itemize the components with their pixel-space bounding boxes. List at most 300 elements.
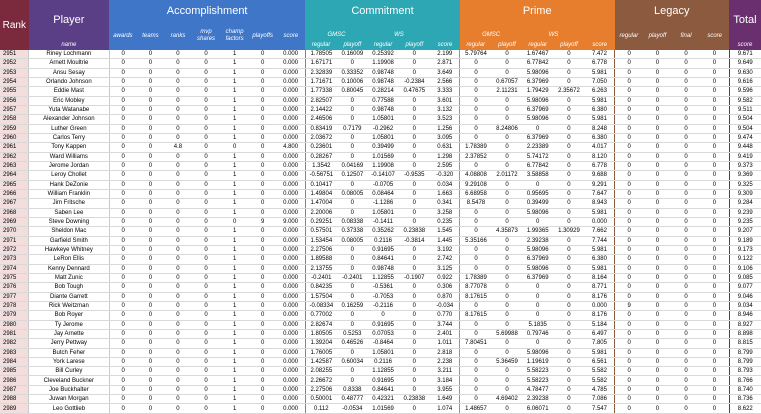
leg-final-cell: 0 [672,273,701,282]
table-row[interactable] [0,283,761,292]
pri-gmsc-reg-cell: 2.37852 [460,152,492,161]
prime-header[interactable]: Prime [460,0,615,22]
acc-ranks-cell: 4.8 [164,143,192,152]
player-name-cell: Jim Fritsche [29,199,110,208]
com-gmsc-reg-cell: 1.67171 [305,59,337,68]
acc-score-cell: 0.000 [276,376,305,385]
total-score-cell: 9.046 [729,292,761,301]
table-row[interactable] [0,329,761,338]
rank-cell: 2961 [0,143,29,152]
player-name-cell: York Larese [29,357,110,366]
player-name-cell: Juwan Morgan [29,395,110,404]
table-row[interactable] [0,77,761,86]
com-score-cell: 2.199 [430,50,460,59]
table-row[interactable] [0,208,761,217]
com-col-ws-playoff[interactable]: playoff [398,39,430,50]
table-row[interactable] [0,301,761,310]
acc-playoffs-cell: 0 [249,105,277,114]
acc-ranks-cell: 0 [164,171,192,180]
acc-score-cell: 0.000 [276,59,305,68]
acc-teams-cell: 0 [137,292,165,301]
pri-score-cell: 6.380 [585,133,615,142]
com-score-cell: 3.095 [430,133,460,142]
com-ws-po-cell: 0 [398,152,430,161]
table-row[interactable] [0,227,761,236]
table-row[interactable] [0,105,761,114]
acc-mvp-cell: 0 [192,311,221,320]
player-name-cell: Bob Tough [29,283,110,292]
acc-champ-cell: 1 [220,96,249,105]
com-score-cell: 1.011 [430,339,460,348]
leg-regular-cell: 0 [615,59,644,68]
pri-gmsc-po-cell: 0 [492,96,523,105]
acc-champ-cell: 1 [220,395,249,404]
leg-final-cell: 0 [672,339,701,348]
pri-ws-po-cell: 0 [553,77,585,86]
pri-gmsc-po-cell: 0 [492,339,523,348]
leg-score-cell: 0 [700,236,729,245]
rank-cell: 2973 [0,255,29,264]
acc-teams-cell: 0 [137,236,165,245]
player-name-cell: LeRon Ellis [29,255,110,264]
pri-ws-po-cell: 0 [553,273,585,282]
com-ws-reg-cell: 1.05801 [368,208,399,217]
pri-ws-reg-cell: 2.23389 [522,143,553,152]
pri-ws-reg-cell: 0.95695 [522,189,553,198]
acc-teams-cell: 0 [137,115,165,124]
table-row[interactable] [0,171,761,180]
leg-score-cell: 0 [700,385,729,394]
table-row[interactable] [0,68,761,77]
pri-ws-po-cell: 0 [553,59,585,68]
com-ws-reg-cell: 0.91695 [368,320,399,329]
leg-regular-cell: 0 [615,227,644,236]
table-row[interactable] [0,367,761,376]
acc-ranks-cell: 0 [164,245,192,254]
table-row[interactable] [0,292,761,301]
com-ws-po-cell: 0.23838 [398,395,430,404]
acc-playoffs-cell: 0 [249,152,277,161]
pri-ws-reg-cell: 1.19619 [522,357,553,366]
total-col-score[interactable]: score [729,39,761,50]
rank-cell: 2965 [0,180,29,189]
com-score-cell: 3.258 [430,208,460,217]
com-gmsc-po-cell: 0.60034 [337,357,368,366]
total-score-cell: 9.369 [729,171,761,180]
com-ws-reg-cell: 0.35262 [368,227,399,236]
acc-awards-cell: 0 [109,367,137,376]
pri-ws-po-cell: 0 [553,283,585,292]
pri-score-cell: 6.380 [585,255,615,264]
table-row[interactable] [0,376,761,385]
com-gmsc-po-cell: 0 [337,115,368,124]
pri-gmsc-reg-cell: 0 [460,115,492,124]
acc-ranks-cell: 0 [164,199,192,208]
leg-final-cell: 0 [672,385,701,394]
com-ws-po-cell: 0 [398,124,430,133]
leg-playoff-cell: 0 [643,311,672,320]
com-col-gmsc-playoff[interactable]: playoff [337,39,368,50]
table-row[interactable] [0,217,761,226]
table-row[interactable] [0,339,761,348]
accomplishment-header[interactable]: Accomplishment [109,0,305,22]
com-score-cell: 0.631 [430,143,460,152]
leg-regular-cell: 0 [615,105,644,114]
leg-score-cell: 0 [700,339,729,348]
com-ws-po-cell: 0 [398,161,430,170]
acc-playoffs-cell: 0 [249,273,277,282]
leg-col-playoff[interactable]: playoff [643,22,672,50]
table-row[interactable] [0,143,761,152]
player-header[interactable]: Player [29,0,110,39]
pri-score-cell: 5.981 [585,264,615,273]
leg-regular-cell: 0 [615,264,644,273]
rank-cell: 2967 [0,199,29,208]
pri-score-cell: 5.981 [585,68,615,77]
acc-champ-cell: 1 [220,385,249,394]
acc-mvp-cell: 0 [192,59,221,68]
acc-score-cell: 0.000 [276,77,305,86]
acc-teams-cell: 0 [137,395,165,404]
acc-ranks-cell: 0 [164,152,192,161]
com-ws-po-cell: 0 [398,404,430,413]
acc-col-mvp-shares[interactable]: mvp shares [192,22,221,50]
leg-regular-cell: 0 [615,161,644,170]
acc-playoffs-cell: 0 [249,133,277,142]
acc-score-cell: 0.000 [276,357,305,366]
acc-awards-cell: 0 [109,264,137,273]
leg-regular-cell: 9 [615,301,644,310]
rank-cell: 2964 [0,171,29,180]
com-score-cell: 2.238 [430,357,460,366]
pri-ws-reg-cell: 6.37969 [522,77,553,86]
pri-score-cell: 8.248 [585,124,615,133]
com-gmsc-reg-cell: 2.46506 [305,115,337,124]
total-score-cell: 9.671 [729,50,761,59]
pri-col-ws-regular[interactable]: regular [522,39,553,50]
acc-awards-cell: 0 [109,311,137,320]
acc-col-ranks[interactable]: ranks [164,22,192,50]
com-ws-po-cell: -0.1907 [398,273,430,282]
leg-final-cell: 0 [672,115,701,124]
acc-playoffs-cell: 0 [249,329,277,338]
acc-ranks-cell: 0 [164,301,192,310]
table-row[interactable] [0,180,761,189]
acc-score-cell: 0.000 [276,273,305,282]
acc-mvp-cell: 0 [192,264,221,273]
table-row[interactable] [0,320,761,329]
pri-ws-reg-cell: 0 [522,180,553,189]
acc-playoffs-cell: 0 [249,68,277,77]
legacy-header[interactable]: Legacy [615,0,729,22]
leg-final-cell: 0 [672,105,701,114]
table-row[interactable] [0,348,761,357]
com-gmsc-po-cell: 0 [337,180,368,189]
leg-playoff-cell: 0 [643,133,672,142]
acc-playoffs-cell: 0 [249,348,277,357]
pri-col-ws-playoff[interactable]: playoff [553,39,585,50]
pri-group-ws: WS [522,22,585,39]
com-score-cell: 0.034 [430,180,460,189]
table-row[interactable] [0,152,761,161]
acc-col-champ-factors[interactable]: champ factors [220,22,249,50]
acc-score-cell: 0.000 [276,301,305,310]
acc-col-playoffs[interactable]: playoffs [249,22,277,50]
com-gmsc-reg-cell: 1.71671 [305,77,337,86]
com-score-cell: 1.445 [430,236,460,245]
table-row[interactable] [0,395,761,404]
com-ws-po-cell: 0 [398,367,430,376]
acc-champ-cell: 1 [220,283,249,292]
leg-regular-cell: 0 [615,199,644,208]
com-gmsc-reg-cell: 2.32839 [305,68,337,77]
total-score-cell: 9.474 [729,133,761,142]
table-row[interactable] [0,385,761,394]
leg-score-cell: 0 [700,329,729,338]
acc-ranks-cell: 0 [164,264,192,273]
pri-gmsc-po-cell: 0 [492,199,523,208]
acc-awards-cell: 0 [109,301,137,310]
leg-playoff-cell: 0 [643,376,672,385]
rank-header[interactable]: Rank [0,0,29,50]
acc-mvp-cell: 0 [192,283,221,292]
leg-regular-cell: 0 [615,348,644,357]
table-row[interactable] [0,273,761,282]
table-row[interactable] [0,236,761,245]
acc-mvp-cell: 0 [192,227,221,236]
leg-col-score[interactable]: score [700,22,729,50]
table-row[interactable] [0,357,761,366]
acc-score-cell: 0.000 [276,124,305,133]
leg-final-cell: 0 [672,301,701,310]
com-gmsc-po-cell: 0.8338 [337,385,368,394]
player-name-cell: Arnett Moultrie [29,59,110,68]
leg-score-cell: 0 [700,77,729,86]
pri-score-cell: 8.176 [585,292,615,301]
leg-score-cell: 0 [700,283,729,292]
acc-col-awards[interactable]: awards [109,22,137,50]
com-col-ws-regular[interactable]: regular [368,39,399,50]
leg-col-final[interactable]: final [672,22,701,50]
acc-col-teams[interactable]: teams [137,22,165,50]
table-body [0,50,761,413]
pri-gmsc-po-cell: 0 [492,348,523,357]
pri-ws-reg-cell: 0.79746 [522,329,553,338]
com-gmsc-reg-cell: 2.82507 [305,96,337,105]
leg-playoff-cell: 0 [643,124,672,133]
acc-mvp-cell: 0 [192,68,221,77]
com-ws-reg-cell: 0.2116 [368,236,399,245]
pri-gmsc-reg-cell: 8.77078 [460,283,492,292]
com-ws-po-cell: 0 [398,385,430,394]
leg-regular-cell: 0 [615,339,644,348]
total-score-cell: 9.596 [729,87,761,96]
com-ws-reg-cell: 0.98748 [368,264,399,273]
table-row[interactable] [0,311,761,320]
leg-score-cell: 0 [700,320,729,329]
pri-gmsc-reg-cell: 4.08808 [460,171,492,180]
player-name-cell: Hawkeye Whitney [29,245,110,254]
acc-teams-cell: 0 [137,180,165,189]
com-ws-reg-cell: 1.05801 [368,133,399,142]
pri-ws-po-cell: 0 [553,96,585,105]
acc-score-cell: 0.000 [276,96,305,105]
table-row[interactable] [0,115,761,124]
com-gmsc-reg-cell: 1.53454 [305,236,337,245]
commitment-header[interactable]: Commitment [305,0,460,22]
acc-teams-cell: 0 [137,208,165,217]
table-row[interactable] [0,264,761,273]
rank-cell: 2957 [0,105,29,114]
leg-playoff-cell: 0 [643,105,672,114]
acc-score-cell: 0.000 [276,283,305,292]
com-ws-po-cell: -0.2384 [398,77,430,86]
pri-col-gmsc-playoff[interactable]: playoff [492,39,523,50]
pri-gmsc-reg-cell: 0 [460,77,492,86]
pri-ws-po-cell: 0 [553,115,585,124]
com-col-score[interactable]: score [430,39,460,50]
table-row[interactable] [0,255,761,264]
table-row[interactable] [0,189,761,198]
com-group-ws: WS [368,22,431,39]
player-name-cell: Riney Lochmann [29,50,110,59]
pri-ws-po-cell: 0 [553,264,585,273]
pri-score-cell: 9.291 [585,180,615,189]
rank-cell: 2953 [0,68,29,77]
leg-col-regular[interactable]: regular [615,22,644,50]
acc-score-cell: 0.000 [276,105,305,114]
pri-ws-po-cell: 0 [553,339,585,348]
leg-playoff-cell: 0 [643,50,672,59]
com-gmsc-po-cell: 0 [337,367,368,376]
pri-gmsc-reg-cell: 0 [460,255,492,264]
acc-awards-cell: 0 [109,227,137,236]
acc-awards-cell: 0 [109,395,137,404]
rank-cell: 2982 [0,339,29,348]
leg-score-cell: 0 [700,227,729,236]
acc-champ-cell: 1 [220,105,249,114]
pri-gmsc-po-cell: 0 [492,255,523,264]
com-gmsc-reg-cell: -0.08334 [305,301,337,310]
pri-col-gmsc-regular[interactable]: regular [460,39,492,50]
total-header[interactable]: Total [729,0,761,39]
leg-playoff-cell: 0 [643,59,672,68]
table-row[interactable] [0,404,761,413]
leg-playoff-cell: 0 [643,329,672,338]
acc-playoffs-cell: 0 [249,180,277,189]
total-score-cell: 8.815 [729,339,761,348]
acc-score-cell: 9.000 [276,217,305,226]
com-ws-reg-cell: 1.12855 [368,367,399,376]
total-score-cell: 9.207 [729,227,761,236]
leg-regular-cell: 0 [615,320,644,329]
pri-gmsc-po-cell: 0 [492,105,523,114]
acc-awards-cell: 0 [109,143,137,152]
acc-ranks-cell: 0 [164,311,192,320]
acc-ranks-cell: 0 [164,180,192,189]
total-score-cell: 9.504 [729,124,761,133]
player-col-name[interactable]: name [29,39,110,50]
leg-regular-cell: 0 [615,395,644,404]
table-row[interactable] [0,50,761,59]
pri-ws-reg-cell: 6.37969 [522,255,553,264]
com-ws-reg-cell: 0.77588 [368,96,399,105]
table-row[interactable] [0,96,761,105]
table-row[interactable] [0,199,761,208]
pri-col-score[interactable]: score [585,39,615,50]
acc-awards-cell: 0 [109,329,137,338]
com-gmsc-reg-cell: 0.29251 [305,217,337,226]
acc-score-cell: 0.000 [276,161,305,170]
leg-score-cell: 0 [700,217,729,226]
pri-ws-reg-cell: 5.58223 [522,376,553,385]
acc-awards-cell: 0 [109,385,137,394]
com-gmsc-po-cell: 0 [337,152,368,161]
acc-awards-cell: 0 [109,199,137,208]
total-score-cell: 8.799 [729,357,761,366]
com-ws-reg-cell: 0.98748 [368,105,399,114]
acc-awards-cell: 0 [109,404,137,413]
com-ws-po-cell: 0 [398,255,430,264]
acc-mvp-cell: 0 [192,124,221,133]
com-ws-po-cell: 0 [398,348,430,357]
com-gmsc-reg-cell: 2.03672 [305,133,337,142]
rank-cell: 2986 [0,376,29,385]
table-row[interactable] [0,87,761,96]
pri-score-cell: 8.120 [585,152,615,161]
com-gmsc-po-cell: 0 [337,208,368,217]
com-gmsc-reg-cell: 2.13755 [305,264,337,273]
leg-regular-cell: 0 [615,115,644,124]
acc-ranks-cell: 0 [164,367,192,376]
leg-playoff-cell: 0 [643,143,672,152]
total-score-cell: 9.373 [729,161,761,170]
acc-teams-cell: 0 [137,217,165,226]
pri-ws-po-cell: 1.30929 [553,227,585,236]
pri-gmsc-reg-cell: 8.5478 [460,199,492,208]
acc-mvp-cell: 0 [192,87,221,96]
total-score-cell: 8.736 [729,395,761,404]
table-row[interactable] [0,124,761,133]
acc-col-score[interactable]: score [276,22,305,50]
leg-score-cell: 0 [700,404,729,413]
acc-mvp-cell: 0 [192,245,221,254]
table-row[interactable] [0,245,761,254]
acc-playoffs-cell: 0 [249,264,277,273]
pri-gmsc-reg-cell: 8.17615 [460,292,492,301]
table-row[interactable] [0,161,761,170]
leg-score-cell: 0 [700,87,729,96]
leg-score-cell: 0 [700,348,729,357]
leg-regular-cell: 0 [615,255,644,264]
com-col-gmsc-regular[interactable]: regular [305,39,337,50]
acc-ranks-cell: 0 [164,105,192,114]
leg-score-cell: 0 [700,180,729,189]
total-score-cell: 9.325 [729,180,761,189]
table-row[interactable] [0,133,761,142]
com-score-cell: -0.320 [430,171,460,180]
pri-gmsc-reg-cell: 0 [460,87,492,96]
pri-ws-po-cell: 0 [553,376,585,385]
pri-gmsc-reg-cell: 0 [460,367,492,376]
leg-final-cell: 0 [672,189,701,198]
com-ws-reg-cell: 0.91695 [368,376,399,385]
com-ws-reg-cell: 0.2116 [368,357,399,366]
leg-final-cell: 0 [672,171,701,180]
com-ws-po-cell: 0 [398,301,430,310]
table-row[interactable] [0,59,761,68]
com-score-cell: 2.595 [430,161,460,170]
